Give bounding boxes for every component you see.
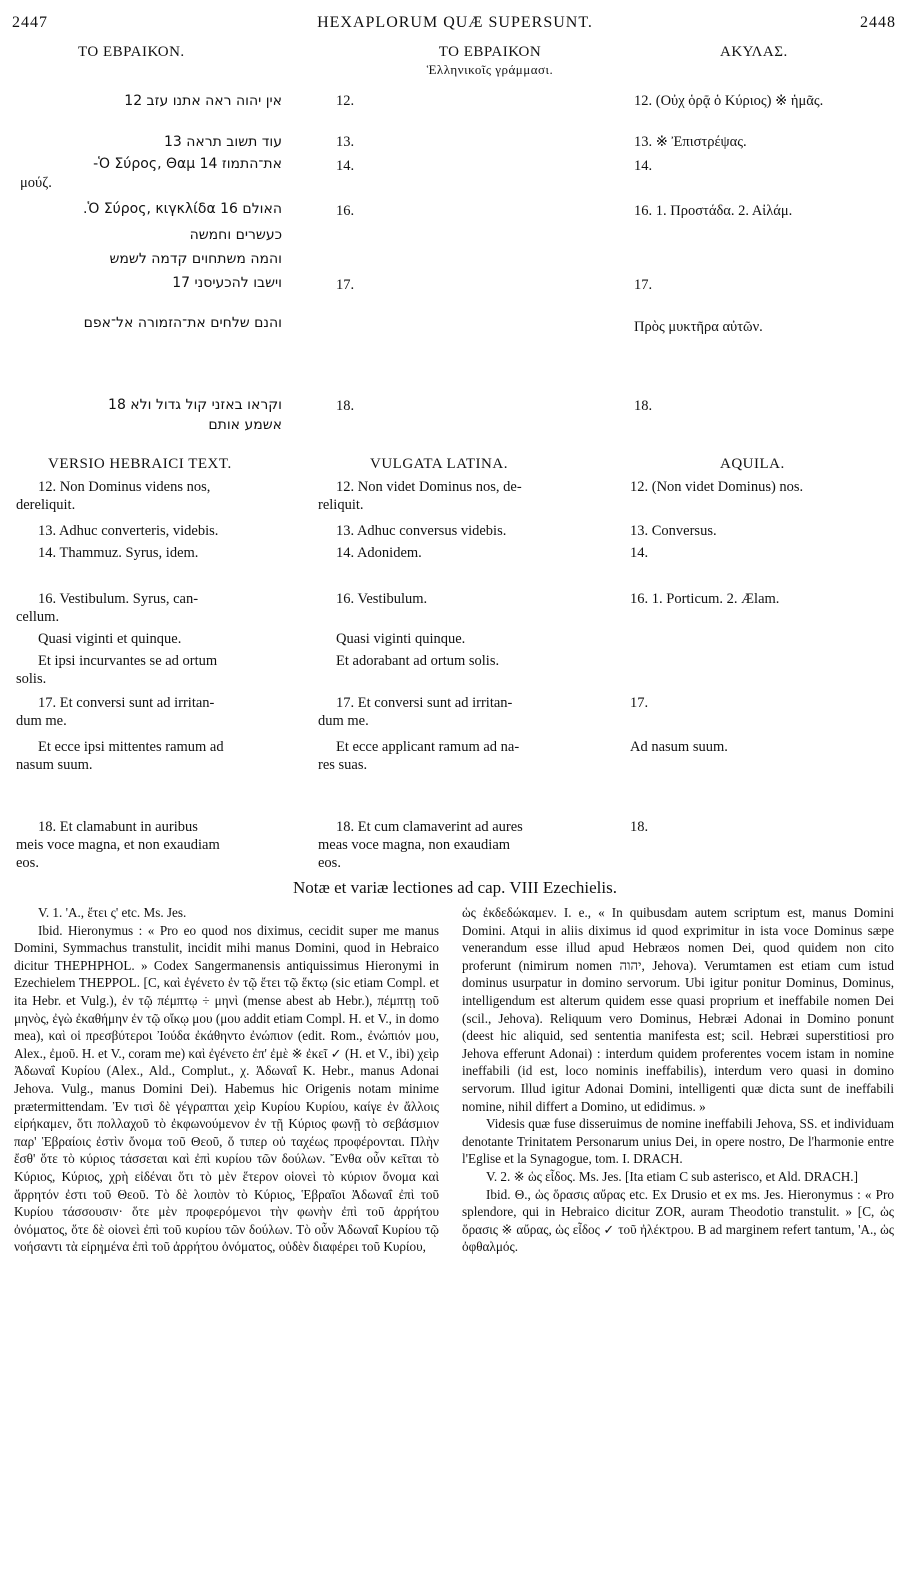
aquila-line: 12. (Οὐχ ὁρᾷ ὁ Κύριος) ※ ἡμᾶς. — [634, 93, 824, 109]
vulgata-line: 18. Et cum clamaverint ad aures — [336, 819, 523, 835]
vulgata-line: dum me. — [318, 713, 369, 729]
aquila-latin-line: 17. — [630, 695, 649, 711]
note-paragraph: V. 1. 'Α., ἔτει ς' etc. Ms. Jes. — [38, 905, 187, 920]
aquila-line: 14. — [634, 158, 653, 174]
verse-number: 13. — [336, 134, 355, 150]
notes-right-column — [462, 904, 894, 1256]
vulgata-line: Et adorabant ad ortum solis. — [336, 653, 500, 669]
vulgata-line: meas voce magna, non exaudiam — [318, 837, 511, 853]
vulgata-line: reliquit. — [318, 497, 364, 513]
vulgata-line: 16. Vestibulum. — [336, 591, 428, 607]
note-paragraph: Ibid. Hieronymus : « Pro eo quod nos diximus, cecidit super me manus Domini, Symmachus transtulit, incidit mihi manus Domini, quod in Hebraico dicitur THEPHPHOL. » Codex Sangermanensis antiquissimus Hieronymi in Ezechielem THEPPOL. [C, καὶ ἐγένετο ἐν τῷ ἔτει τῷ ἕκτῳ (sic etiam Compl. et ita Hebr. et Vulg.), ἐν τῷ πέμπτῳ ÷ μηνὶ (mense abest ab Hebr.), πέμπτῃ τοῦ μηνὸς, ἐγὼ ἐκαθήμην ἐν τῷ οἴκῳ μου (μου addit etiam Compl. H. et V., in domo mea), καὶ οἱ πρεσβύτεροι Ἰούδα ἐκάθηντο ἐνώπιον (edit. Rom., ἐνώπιόν μου, Alex., ἐμοῦ. H. et V., coram me) καὶ ἐγένετο ἐπ' ἐμὲ ※ ἐκεῖ ✓ (H. et V., ibi) χεὶρ Ἀδωναΐ Κυρίου (Alex., Ald., Complut., χ. Ἀδωναΐ K. Hebr., manus Adonai Jehova. Vulg., manus Domini Dei). Habemus hic Origenis notam minime prætermittendam. Ἐν τισὶ δὲ γέγραπται χεὶρ Κυρίου Κυρίου, καίγε ἐν ἄλλοις εἰρήκαμεν, ὅτι πολλαχοῦ τὸ ἐκφωνούμενον ἐν τῇ Κύριος φωνῇ τὸ σεβάσμιον παρ' Ἑβραίοις ἐστὶν ὄνομα τοῦ Θεοῦ, ὅ τιπερ οὐ ταχέως προφέρονται. Πλὴν ἔσθ' ὅτε τὸ κύριος τάσσεται καὶ ἐπὶ κυρίου τῶν δούλων. Ἔνθα οὖν κεῖται τὸ Κύριος, Κύριος, χρὴ εἰδέναι ὅτι τὸ μὲν ἕτερον οἱονεὶ τὸ κύριον ὄνομα καὶ ἄρρητόν ἐστι τοῦ Θεοῦ. Τὸ δὲ λοιπὸν τὸ Κύριος, Ἑβραῖοι Ἀδωναΐ ἐπὶ τοῦ Κυρίου τάσσουσιν· ὅτε μὲν προφερόμενοι τὴν φωνὴν ἐπὶ τοῦ ἀρρήτου ὀνόματος, ὅτε δὲ οἱονεὶ ἐπὶ τοῦ κυρίου τῶν δούλων. Τὸ οὖν Ἀδωναΐ Κυρίου τῷ νοήσαντι τὰ εἰρημένα ἐπὶ τοῦ ἀρρήτου ὀνόματος, οὐδὲν διαφέρει τοῦ Κυρίου, — [14, 922, 439, 1255]
heading-akylas: ΑΚΥΛΑΣ. — [720, 44, 788, 60]
aquila-latin-line: 13. Conversus. — [630, 523, 717, 539]
aquila-latin-line: 18. — [630, 819, 649, 835]
hebrew-line: והמה משתחוים קדמה לשמש — [109, 251, 282, 267]
hebrew-line: עוד תשוב תראה 13 — [163, 134, 282, 150]
hebrew-line: את־התמוז 14 Ὁ Σύρος, Θαμ- — [93, 156, 282, 172]
vulgata-line: 17. Et conversi sunt ad irritan- — [336, 695, 513, 711]
versio-line: 14. Thammuz. Syrus, idem. — [38, 545, 199, 561]
versio-line: nasum suum. — [16, 757, 93, 773]
note-paragraph: V. 2. ※ ὡς εἶδος. Ms. Jes. [Ita etiam C sub asterisco, et Ald. DRACH.] — [486, 1168, 858, 1184]
hebrew-line: אשמע אותם — [208, 417, 282, 433]
versio-line: meis voce magna, et non exaudiam — [16, 837, 220, 853]
notes-title: Notæ et variæ lectiones ad cap. VIII Ezechielis. — [293, 878, 617, 897]
hebrew-line: האולם 16 Ὁ Σύρος, κιγκλίδα. — [83, 201, 282, 217]
heading-versio: VERSIO HEBRAICI TEXT. — [48, 456, 232, 472]
vulgata-line: 14. Adonidem. — [336, 545, 422, 561]
hebrew-line: μούζ. — [20, 175, 52, 191]
aquila-latin-line: 16. 1. Porticum. 2. Ælam. — [630, 591, 780, 607]
hebrew-line: והנם שלחים את־הזמורה אל־אפם — [83, 315, 282, 331]
versio-line: 12. Non Dominus videns nos, — [38, 479, 211, 495]
versio-line: eos. — [16, 855, 39, 871]
versio-line: dereliquit. — [16, 497, 76, 513]
aquila-line: 17. — [634, 277, 653, 293]
versio-line: Et ipsi incurvantes se ad ortum — [38, 653, 218, 669]
note-paragraph: Ibid. Θ., ὡς ὅρασις αὔρας etc. Ex Drusio et ex ms. Jes. Hieronymus : « Pro splendore, qui in Hebraico dicitur ZOR, auram Theodotio transtulit. » [C, ὡς ὅρασις ※ αὔρας, ὡς εἶδος ✓ τοῦ ἠλέκτρου. B ad marginem refert tantum, 'Α., ὡς ὀφθαλμός. — [462, 1186, 894, 1255]
aquila-latin-line: Ad nasum suum. — [630, 739, 728, 755]
page-number-right: 2448 — [860, 14, 896, 31]
verse-number: 14. — [336, 158, 355, 174]
heading-vulgata: VULGATA LATINA. — [370, 456, 508, 472]
hebrew-line: וקראו באזני קול גדול ולא 18 — [108, 397, 282, 413]
aquila-line: 18. — [634, 398, 653, 414]
page-number-left: 2447 — [12, 14, 48, 31]
vulgata-line: Quasi viginti quinque. — [336, 631, 466, 647]
versio-line: cellum. — [16, 609, 60, 625]
notes-left-column — [14, 904, 439, 1256]
vulgata-line: eos. — [318, 855, 341, 871]
verse-number: 18. — [336, 398, 355, 414]
note-paragraph: ὡς ἐκδεδώκαμεν. I. e., « In quibusdam autem scriptum est, manus Domini Domini. Atqui in aliis diximus id quod exprimitur in ista voce Dominus sæpe venerandum esse illud apud Hebræos nomen Dei, quod quidem non cito proferunt (nimirum nomen יהוה, Jehova). Verumtamen est etiam cum istud dominus usurpatur in domino servorum. Ubi igitur ponitur Dominus, Dominus, intelligendum est alterum quidem esse quasi proprium et ineffabile nomen Dei (scil., Jehova). Reliquum vero Dominus, Hebræi Adonai in Domino ponunt (deest hic aliquid, sed sententia manifesta est; scil. Hebræi superstitiosi pro Jehova efferunt Adonai) : interdum quidem proferentes vocem istam in nomine ineffabili (id est, loco nominis ineffabilis), interdum vero quasi in domino servorum. Illud igitur Adonai Domini, intelligenti quæ dicta sunt de ineffabili nomine, nihil differt a Domino, ut edidimus. » — [462, 905, 894, 1114]
versio-line: 16. Vestibulum. Syrus, can- — [38, 591, 199, 607]
heading-aquila: AQUILA. — [720, 456, 785, 472]
aquila-line: 13. ※ Ἐπιστρέψας. — [634, 134, 747, 150]
versio-line: solis. — [16, 671, 47, 687]
verse-number: 16. — [336, 203, 355, 219]
versio-line: Et ecce ipsi mittentes ramum ad — [38, 739, 224, 755]
verse-number: 17. — [336, 277, 355, 293]
aquila-latin-line: 14. — [630, 545, 649, 561]
vulgata-line: 12. Non videt Dominus nos, de- — [336, 479, 522, 495]
heading-hebraicon-1: ΤΟ ΕΒΡΑΙΚΟΝ. — [78, 44, 185, 60]
heading-hebraicon-2-sub: Ἑλληνικοῖς γράμμασι. — [426, 62, 554, 77]
running-title: HEXAPLORUM QUÆ SUPERSUNT. — [317, 14, 593, 31]
verse-number: 12. — [336, 93, 355, 109]
aquila-line: 16. 1. Προστάδα. 2. Αἰλάμ. — [634, 203, 793, 219]
versio-line: 13. Adhuc converteris, videbis. — [38, 523, 219, 539]
vulgata-line: 13. Adhuc conversus videbis. — [336, 523, 507, 539]
versio-line: 18. Et clamabunt in auribus — [38, 819, 198, 835]
versio-line: 17. Et conversi sunt ad irritan- — [38, 695, 215, 711]
hebrew-line: כעשרים וחמשה — [189, 227, 282, 243]
aquila-line: Πρὸς μυκτῆρα αὐτῶν. — [634, 319, 763, 335]
heading-hebraicon-2: ΤΟ ΕΒΡΑΙΚΟΝ — [438, 44, 542, 60]
hebrew-line: וישבו להכעיסני 17 — [172, 275, 282, 291]
vulgata-line: res suas. — [318, 757, 368, 773]
hebrew-line: אין יהוה ראה אתנו עזב 12 — [124, 93, 282, 109]
note-paragraph: Videsis quæ fuse disseruimus de nomine ineffabili Jehova, SS. et individuam denotante Trinitatem Personarum unius Dei, in opere nostro, De l'harmonie entre l'Eglise et la Synagogue, tom. I. DRACH. — [462, 1116, 894, 1167]
versio-line: Quasi viginti et quinque. — [38, 631, 182, 647]
vulgata-line: Et ecce applicant ramum ad na- — [336, 739, 520, 755]
versio-line: dum me. — [16, 713, 67, 729]
aquila-latin-line: 12. (Non videt Dominus) nos. — [630, 479, 804, 495]
